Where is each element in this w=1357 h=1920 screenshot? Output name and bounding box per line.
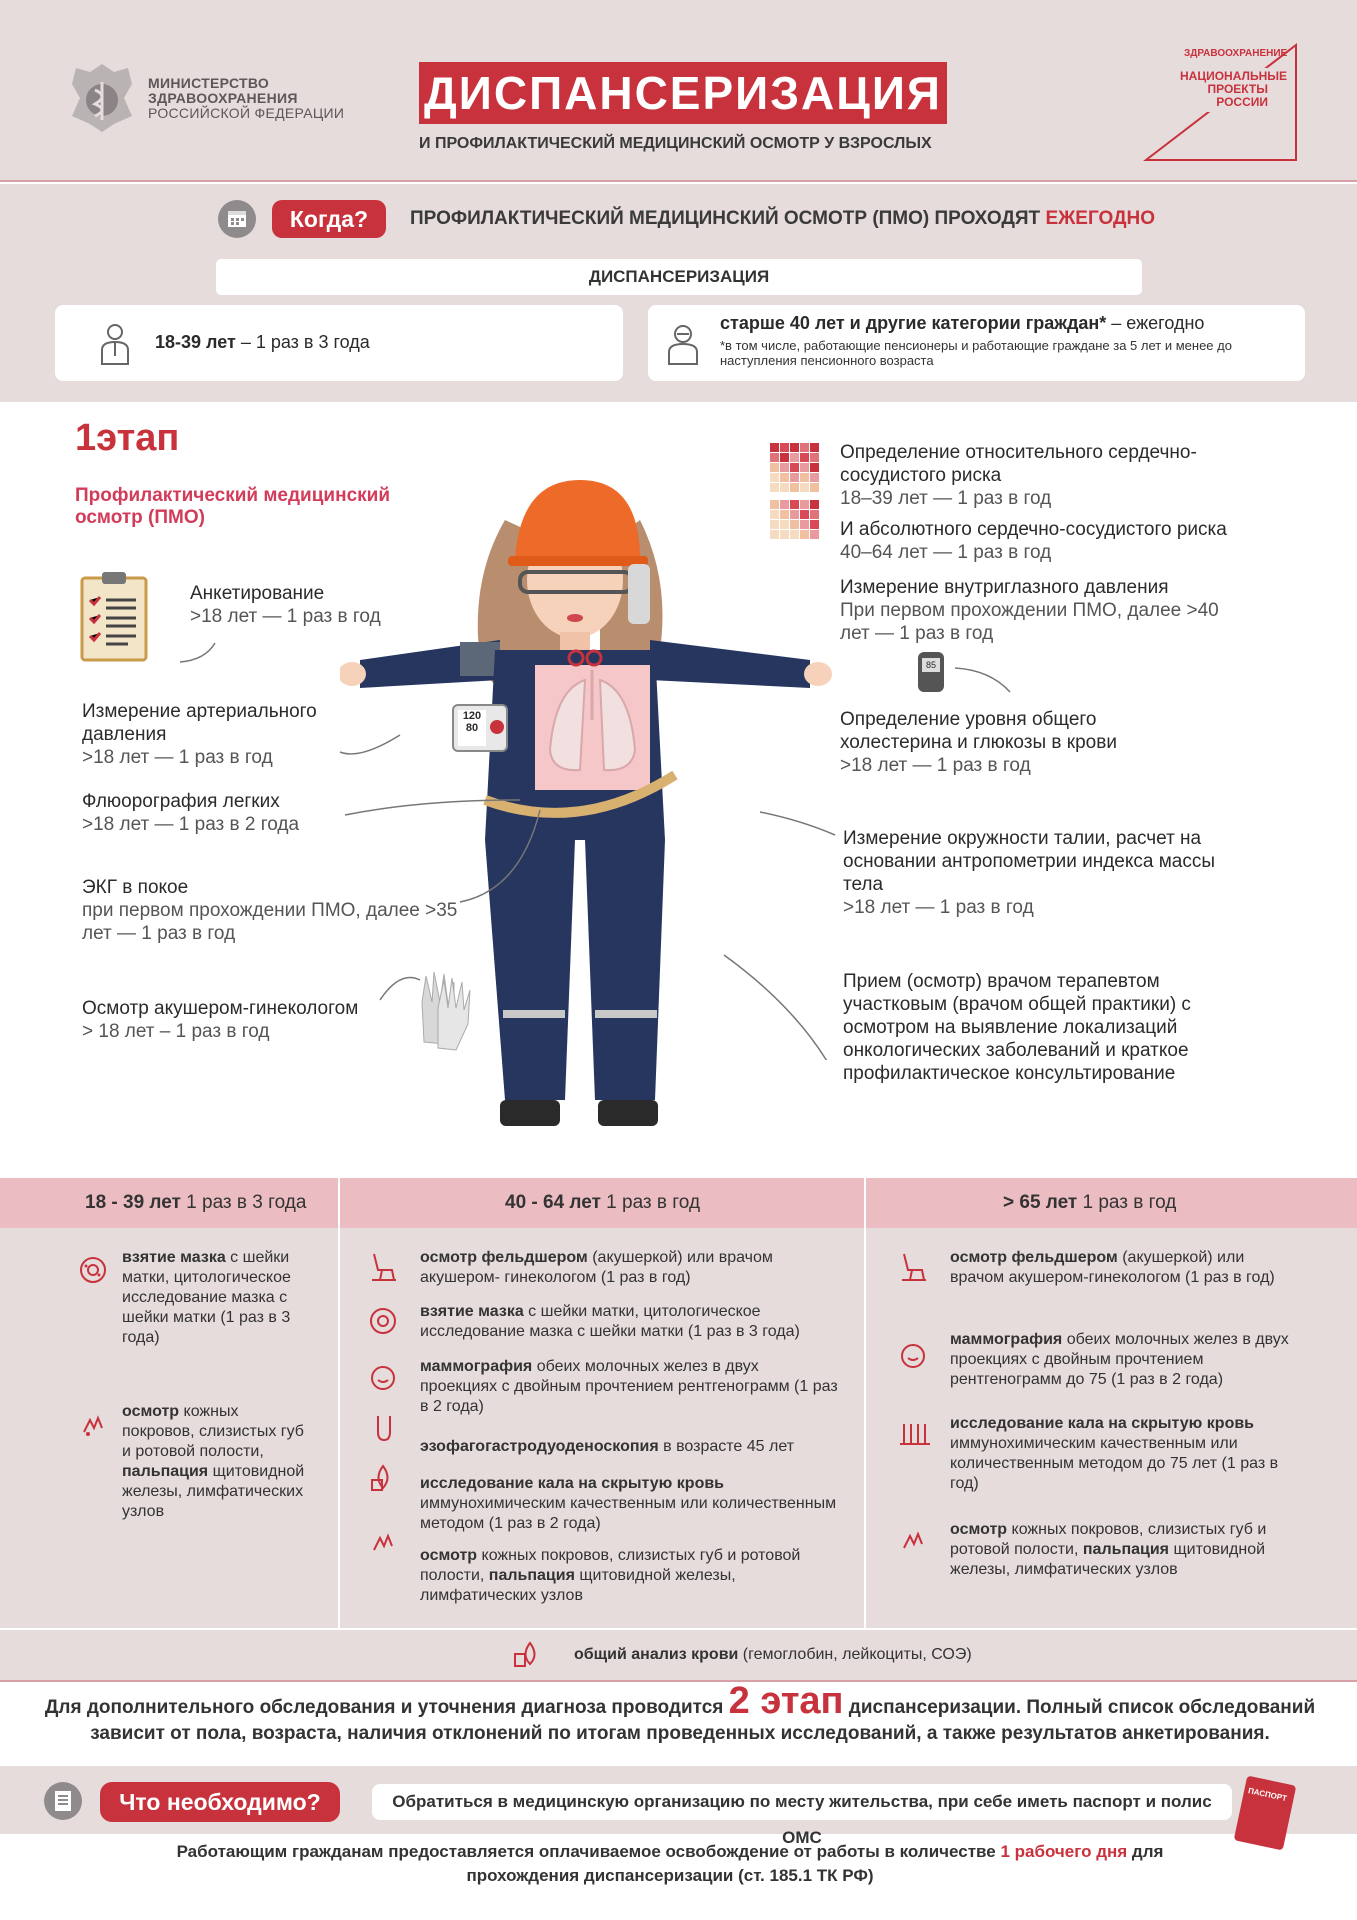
pmo-title: Профилактический медицинский осмотр (ПМО) [75,485,391,528]
column-divider [864,1178,866,1628]
connector-lines [0,560,1357,1060]
right-item-relative-risk: Определение относительного сердечно-сосудистого риска 18–39 лет — 1 раз в год [840,442,1197,509]
table-cell: осмотр фельдшером (акушеркой) или врачом акушером- гинекологом (1 раз в год) [420,1249,773,1286]
smear-icon [368,1306,398,1336]
col-head-65-plus: > 65 лет 1 раз в год [1003,1192,1177,1213]
col-head-18-39: 18 - 39 лет 1 раз в 3 года [85,1192,307,1213]
table-cell: осмотр фельдшером (акушеркой) или врачом акушером-гинекологом (1 раз в год) [950,1249,1275,1286]
dispensarization-heading: ДИСПАНСЕРИЗАЦИЯ [216,259,1142,295]
blood-test-text: общий анализ крови (гемоглобин, лейкоциты, СОЭ) [574,1646,972,1663]
person-icon [98,322,132,366]
monitor-readout: 120 80 [458,710,486,746]
glucometer-readout: 85 [922,658,940,672]
right-item-waist: Измерение окружности талии, расчет на основании антропометрии индекса массы тела >18 лет — 1 раз в год [843,828,1216,918]
table-cell: эзофагогастродуоденоскопия в возрасте 45 лет [420,1438,795,1455]
test-tubes-icon [898,1420,932,1450]
stool-test-icon [368,1462,398,1494]
requirements-text: Обратиться в медицинскую организацию по месту жительства, при себе иметь паспорт и полис ОМС [372,1784,1232,1820]
age-card-40-plus-note: *в том числе, работающие пенсионеры и работающие граждане за 5 лет и менее до наступления пенсионного возраста [720,338,1232,368]
right-item-therapist: Прием (осмотр) врачом терапевтом участковым (врачом общей практики) с осмотром на выявление локализаций онкологических заболеваний и краткое профилактическое консультирование [843,971,1191,1084]
ministry-emblem-icon [62,58,142,138]
stage2-text: Для дополнительного обследования и уточнения диагноза проводится 2 этап диспансеризации. Полный список обследований зависит от пола, возраста, наличия отклонений по итогам проведенных исследований, а также результатов анкетирования. [44,1680,1316,1744]
passport-label: ПАСПОРТ [1247,1786,1288,1804]
age-card-40-plus-text: старше 40 лет и другие категории граждан* – ежегодно [720,313,1205,333]
table-cell: осмотр кожных покровов, слизистых губ и ротовой полости, пальпация щитовидной железы, лимфатических узлов [420,1547,801,1604]
left-item-survey: Анкетирование >18 лет — 1 раз в год [190,583,381,627]
table-cell: взятие мазка с шейки матки, цитологическое исследование мазка с шейки матки (1 раз в 3 года) [122,1249,291,1346]
when-label: Когда? [272,200,386,238]
right-item-eye-pressure: Измерение внутриглазного давления При первом прохождении ПМО, далее >40 лет — 1 раз в год [840,577,1219,644]
table-cell: взятие мазка с шейки матки, цитологическое исследование мазка с шейки матки (1 раз в 3 года) [420,1303,800,1340]
national-projects-logo [1136,40,1306,165]
right-item-absolute-risk: И абсолютного сердечно-сосудистого риска 40–64 лет — 1 раз в год [840,519,1227,563]
footer-note: Работающим гражданам предоставляется оплачиваемое освобождение от работы в количестве 1 рабочего дня для прохождения диспансеризации (ст. 185.1 ТК РФ) [176,1842,1164,1885]
table-cell: исследование кала на скрытую кровь иммунохимическим качественным или количественным методом (1 раз в 2 года) [420,1475,837,1532]
left-item-ecg: ЭКГ в покое при первом прохождении ПМО, далее >35 лет — 1 раз в год [82,877,458,944]
hand-exam-icon [368,1528,398,1558]
np-top-label: ЗДРАВООХРАНЕНИЕ [1184,48,1288,59]
left-item-fluorography: Флюорография легких >18 лет — 1 раз в 2 года [82,791,300,835]
requirements-label: Что необходимо? [100,1782,340,1822]
table-cell: исследование кала на скрытую кровь иммунохимическим качественным или количественным методом до 75 лет (1 раз в год) [950,1415,1279,1492]
age-card-18-39-text: 18-39 лет – 1 раз в 3 года [155,332,370,352]
blood-drop-icon [512,1640,542,1670]
page-subtitle: И ПРОФИЛАКТИЧЕСКИЙ МЕДИЦИНСКИЙ ОСМОТР У ВЗРОСЛЫХ [419,135,932,152]
document-icon [44,1782,82,1820]
exam-chair-icon [368,1250,398,1284]
page-title: ДИСПАНСЕРИЗАЦИЯ [419,62,947,124]
hand-exam-icon [898,1526,928,1556]
exam-chair-icon [898,1250,928,1284]
pmo-frequency: ПРОФИЛАКТИЧЕСКИЙ МЕДИЦИНСКИЙ ОСМОТР (ПМО) ПРОХОДЯТ ЕЖЕГОДНО [410,208,1156,229]
table-cell: маммография обеих молочных желез в двух проекциях с двойным прочтением рентгенограмм (1 раз в 2 года) [420,1358,838,1415]
ministry-name: МИНИСТЕРСТВО ЗДРАВООХРАНЕНИЯ РОССИЙСКОЙ ФЕДЕРАЦИИ [148,75,345,121]
left-item-gynecologist: Осмотр акушером-гинекологом > 18 лет – 1 раз в год [82,998,359,1042]
smear-icon [78,1255,108,1285]
table-cell: осмотр кожных покровов, слизистых губ и ротовой полости, пальпация щитовидной железы, лимфатических узлов [122,1403,305,1520]
table-cell: маммография обеих молочных желез в двух проекциях с двойным прочтением рентгенограмм до 75 (1 раз в 2 года) [950,1331,1289,1388]
mammography-icon [898,1340,928,1370]
stage1-title: 1этап [75,417,180,459]
mammography-icon [368,1362,398,1392]
endoscopy-icon [368,1412,398,1444]
hand-exam-icon [78,1410,108,1440]
calendar-icon [218,200,256,238]
column-divider [338,1178,340,1628]
elderly-person-icon [665,322,701,366]
left-item-blood-pressure: Измерение артериального давления >18 лет — 1 раз в год [82,701,317,768]
col-head-40-64: 40 - 64 лет 1 раз в год [505,1192,701,1213]
table-cell: осмотр кожных покровов, слизистых губ и ротовой полости, пальпация щитовидной железы, лимфатических узлов [950,1521,1267,1578]
np-title: НАЦИОНАЛЬНЫЕ ПРОЕКТЫ РОССИИ [1180,69,1287,109]
right-item-cholesterol: Определение уровня общего холестерина и глюкозы в крови >18 лет — 1 раз в год [840,709,1117,776]
